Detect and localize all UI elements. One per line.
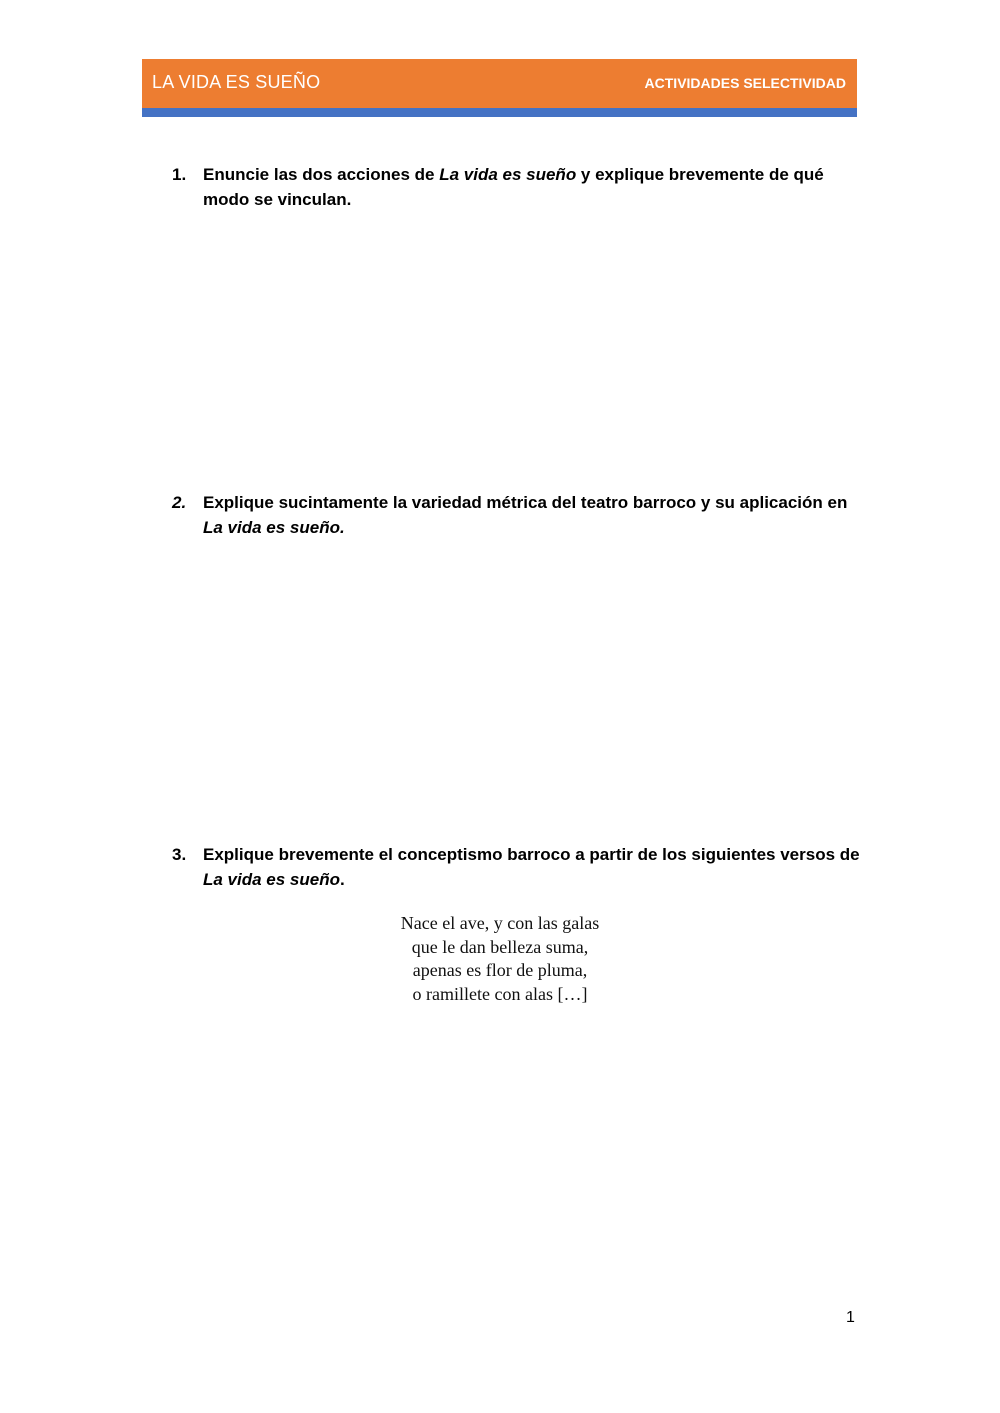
question-number: 3. bbox=[172, 845, 187, 864]
question-3 bbox=[172, 842, 862, 892]
verse-line: o ramillete con alas […] bbox=[412, 983, 588, 1004]
work-title: La vida es sueño. bbox=[203, 518, 345, 537]
question-number: 1. bbox=[172, 165, 187, 184]
header-underline bbox=[142, 108, 857, 117]
question-2 bbox=[172, 490, 862, 540]
question-text: Enuncie las dos acciones de La vida es sueño y explique brevemente de qué modo se vinculan. bbox=[203, 165, 824, 209]
verse-line: apenas es flor de pluma, bbox=[412, 960, 588, 980]
work-title: La vida es sueño bbox=[203, 870, 340, 889]
question-text: Explique brevemente el conceptismo barroco a partir de los siguientes versos de La vida es sueño. bbox=[203, 845, 860, 889]
question-text: Explique sucintamente la variedad métrica del teatro barroco y su aplicación en La vida es sueño. bbox=[203, 493, 848, 537]
question-number: 2. bbox=[172, 493, 187, 512]
verse-quote bbox=[300, 912, 700, 1006]
verse-line: Nace el ave, y con las galas bbox=[400, 913, 600, 933]
work-title: La vida es sueño bbox=[439, 165, 577, 184]
header-bar bbox=[142, 59, 857, 108]
page-number: 1 bbox=[846, 1309, 855, 1326]
section-label: ACTIVIDADES SELECTIVIDAD bbox=[644, 75, 846, 91]
question-1 bbox=[172, 162, 862, 212]
verse-line: que le dan belleza suma, bbox=[411, 936, 589, 957]
page-title: LA VIDA ES SUEÑO bbox=[152, 72, 321, 92]
